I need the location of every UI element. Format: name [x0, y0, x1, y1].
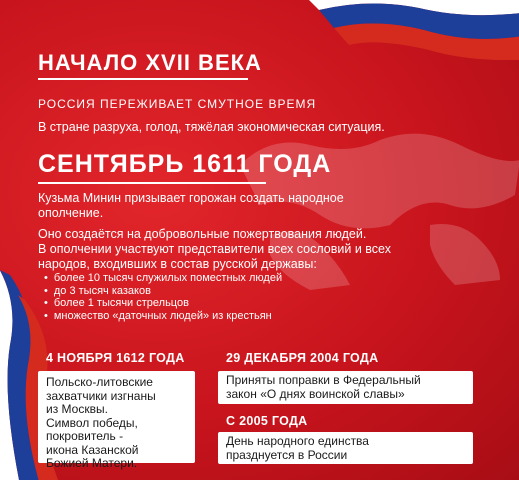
- devastation-text: В стране разруха, голод, тяжёлая экономическая ситуация.: [38, 120, 385, 134]
- russian-flag-ribbon-top: [299, 0, 519, 60]
- card-2005-header: [218, 412, 338, 432]
- card-1612: [38, 371, 195, 470]
- card-1612-text: Польско-литовские захватчики изгнаны из Москвы. Символ победы, покровитель - икона Казанской Божией Матери.: [46, 375, 156, 470]
- card-2005-title: С 2005 ГОДА: [226, 414, 308, 428]
- card-1612-title: 4 НОЯБРЯ 1612 ГОДА: [46, 351, 185, 365]
- list-item: • до 3 тысяч казаков: [44, 285, 282, 298]
- card-2004: [218, 371, 473, 404]
- militia-composition-list: [44, 272, 282, 322]
- card-2004-header: [218, 349, 418, 371]
- list-item: • множество «даточных людей» из крестьян: [44, 310, 282, 323]
- list-item: • более 1 тысячи стрельцов: [44, 297, 282, 310]
- heading-underline: [38, 78, 248, 80]
- card-1612-header: [38, 349, 195, 371]
- card-2005-text: День народного единства празднуется в России: [226, 434, 369, 462]
- heading-september-1611: СЕНТЯБРЬ 1611 ГОДА: [38, 150, 332, 178]
- minin-text: Кузьма Минин призывает горожан создать народное ополчение.: [38, 191, 344, 220]
- heading-early-17th-century: НАЧАЛО XVII ВЕКА: [38, 50, 262, 75]
- militia-text: Оно создаётся на добровольные пожертвования людей. В ополчении участвуют представители всех сословий и всех народов, входивших в состав русской державы:: [38, 227, 391, 271]
- card-2004-title: 29 ДЕКАБРЯ 2004 ГОДА: [226, 351, 379, 365]
- time-of-troubles-text: РОССИЯ ПЕРЕЖИВАЕТ СМУТНОЕ ВРЕМЯ: [38, 97, 317, 111]
- heading-underline: [38, 182, 266, 184]
- card-2005: [218, 432, 473, 464]
- card-2004-text: Приняты поправки в Федеральный закон «О днях воинской славы»: [226, 373, 421, 401]
- list-item: • более 10 тысяч служилых поместных людей: [44, 272, 282, 285]
